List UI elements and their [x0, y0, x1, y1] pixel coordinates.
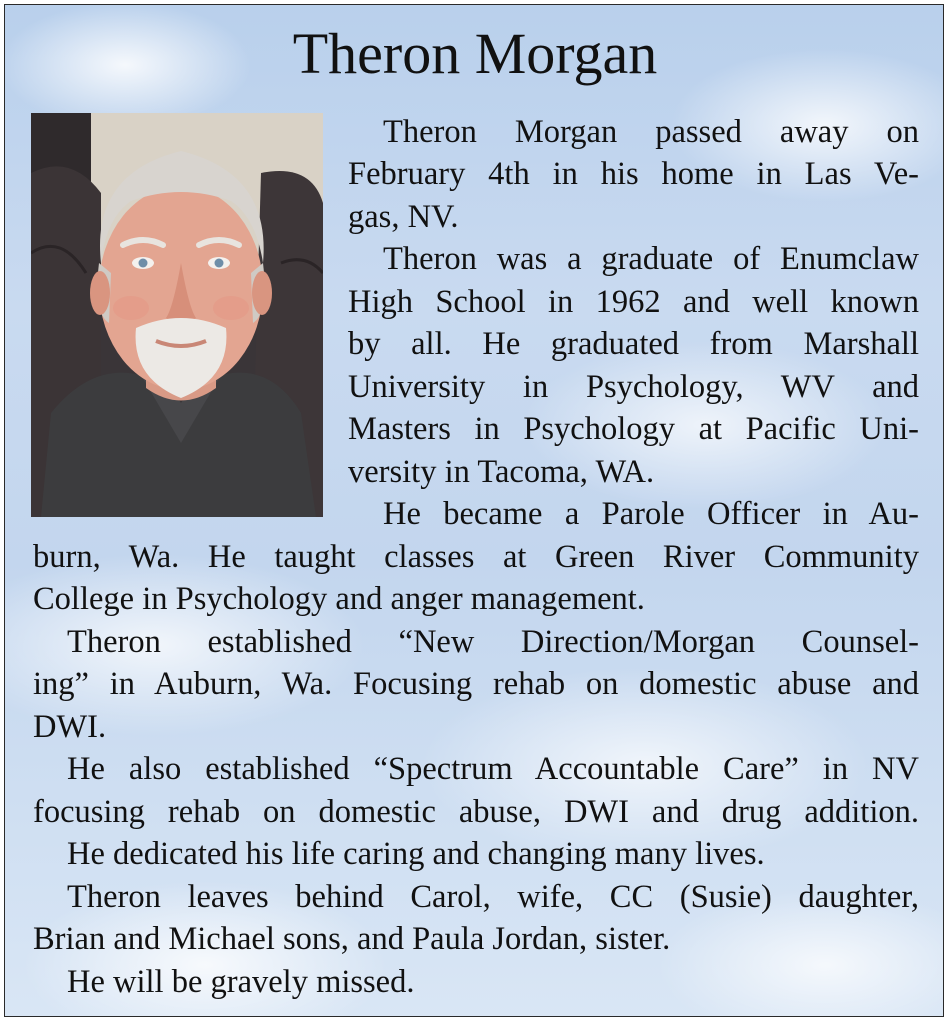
- body-line: gas, NV.: [348, 199, 459, 235]
- body-line: University in Psychology, WV and: [348, 369, 919, 405]
- obituary-title: Theron Morgan: [292, 21, 658, 86]
- body-line: ing” in Auburn, Wa. Focusing rehab on domestic abuse and: [33, 666, 919, 702]
- body-line: versity in Tacoma, WA.: [348, 454, 655, 490]
- body-line: Brian and Michael sons, and Paula Jordan, sister.: [33, 921, 671, 957]
- body-line: He became a Parole Officer in Au-: [383, 496, 919, 532]
- body-line: DWI.: [33, 709, 107, 745]
- body-line: by all. He graduated from Marshall: [348, 326, 919, 362]
- body-line: He also established “Spectrum Accountable Care” in NV: [67, 751, 919, 787]
- portrait-photo: [31, 113, 323, 517]
- body-line: burn, Wa. He taught classes at Green River Community: [33, 539, 919, 575]
- obituary-card: [4, 4, 944, 1017]
- body-line: Theron was a graduate of Enumclaw: [383, 241, 919, 277]
- body-line: He will be gravely missed.: [67, 964, 415, 1000]
- body-line: College in Psychology and anger management.: [33, 581, 645, 617]
- body-line: Theron leaves behind Carol, wife, CC (Susie) daughter,: [67, 879, 919, 915]
- body-line: February 4th in his home in Las Ve-: [348, 156, 919, 192]
- body-line: Theron Morgan passed away on: [383, 114, 919, 150]
- body-line: focusing rehab on domestic abuse, DWI and drug addition.: [33, 794, 919, 830]
- body-line: He dedicated his life caring and changing many lives.: [67, 836, 765, 872]
- body-line: High School in 1962 and well known: [348, 284, 919, 320]
- body-line: Masters in Psychology at Pacific Uni-: [348, 411, 919, 447]
- body-line: Theron established “New Direction/Morgan Counsel-: [67, 624, 919, 660]
- portrait-illustration: [31, 113, 323, 517]
